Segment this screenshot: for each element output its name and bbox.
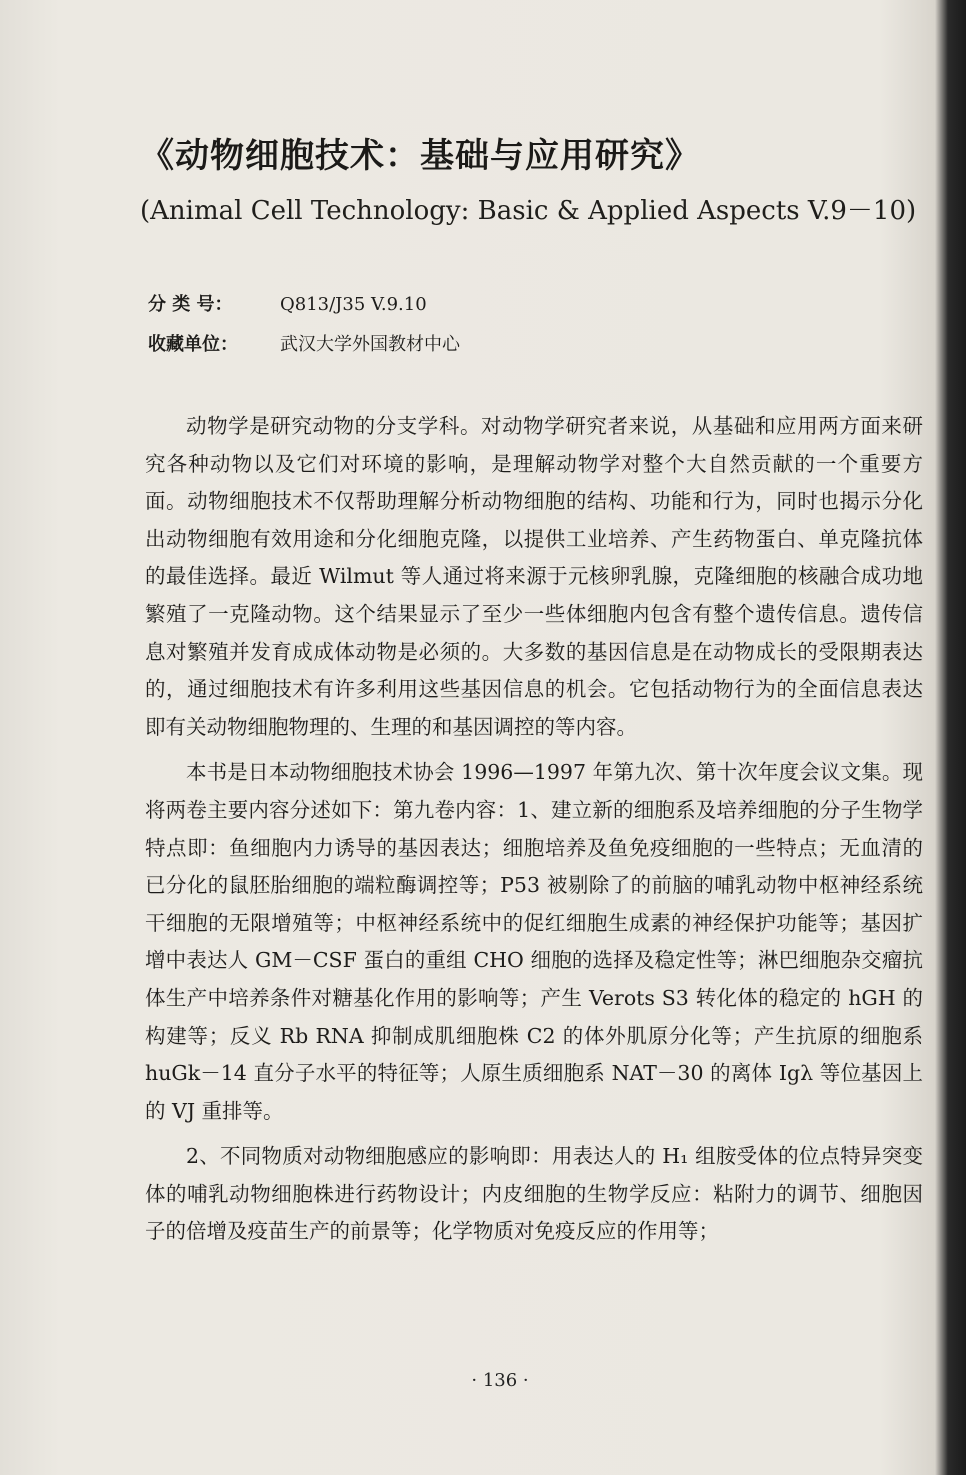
paragraph: 动物学是研究动物的分支学科。对动物学研究者来说，从基础和应用两方面来研究各种动物以及它们对环境的影响，是理解动物学对整个大自然贡献的一个重要方面。动物细胞技术不仅帮助理解分析动物细胞的结构、功能和行为，同时也揭示分化出动物细胞有效用途和分化细胞克隆，以提供工业培养、产生药物蛋白、单克隆抗体的最佳选择。最近 Wilmut 等人通过将来源于元核卵乳腺，克隆细胞的核融合成功地繁殖了一克隆动物。这个结果显示了至少一些体细胞内包含有整个遗传信息。遗传信息对繁殖并发育成成体动物是必须的。大多数的基因信息是在动物成长的受限期表达的，通过细胞技术有许多利用这些基因信息的机会。它包括动物行为的全面信息表达即有关动物细胞物理的、生理的和基因调控的等内容。 — [145, 414, 923, 739]
classification-value: Q813/J35 V.9.10 — [280, 294, 427, 315]
paragraph: 本书是日本动物细胞技术协会 1996—1997 年第九次、第十次年度会议文集。现将两卷主要内容分述如下：第九卷内容：1、建立新的细胞系及培养细胞的分子生物学特点即：鱼细胞内力诱导的基因表达；细胞培养及鱼免疫细胞的一些特点；无血清的已分化的鼠胚胎细胞的端粒酶调控等；P53 被剔除了的前脑的哺乳动物中枢神经系统干细胞的无限增殖等；中枢神经系统中的促红细胞生成素的神经保护功能等；基因扩增中表达人 GM－CSF 蛋白的重组 CHO 细胞的选择及稳定性等；淋巴细胞杂交瘤抗体生产中培养条件对糖基化作用的影响等；产生 Verots S3 转化体的稳定的 hGH 的构建等；反义 Rb RNA 抑制成肌细胞株 C2 的体外肌原分化等；产生抗原的细胞系 huGk－14 直分子水平的特征等；人原生质细胞系 NAT－30 的离体 Igλ 等位基因上的 VJ 重排等。 — [145, 760, 923, 1123]
holding-label: 收藏单位： — [148, 334, 238, 355]
classification-row — [148, 290, 427, 316]
page-number: · 136 · — [471, 1370, 529, 1391]
book-title: 《动物细胞技术：基础与应用研究》 — [140, 136, 700, 176]
holding-value: 武汉大学外国教材中心 — [280, 334, 460, 355]
body-text — [145, 408, 923, 1259]
book-subtitle: (Animal Cell Technology: Basic & Applied Aspects V.9－10) — [140, 196, 917, 226]
holding-row — [148, 330, 460, 356]
classification-label: 分 类 号： — [148, 294, 233, 315]
paragraph: 2、不同物质对动物细胞感应的影响即：用表达人的 H₁ 组胺受体的位点特异突变体的哺乳动物细胞株进行药物设计；内皮细胞的生物学反应：粘附力的调节、细胞因子的倍增及疫苗生产的前景等；化学物质对免疫反应的作用等； — [145, 1144, 923, 1244]
